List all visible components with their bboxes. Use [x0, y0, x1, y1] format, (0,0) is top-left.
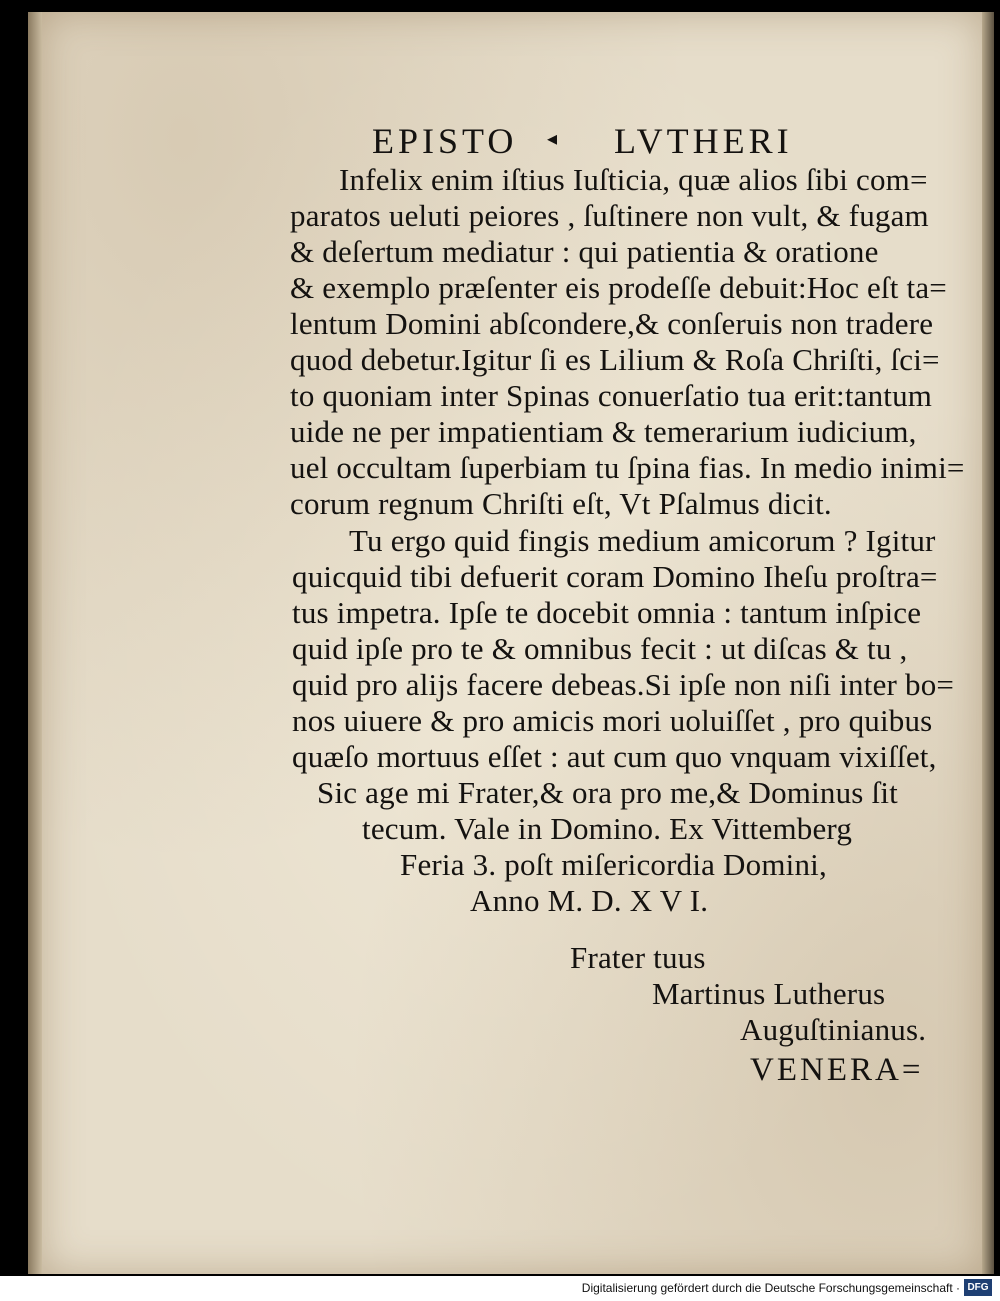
- text-line: Infelix enim iſtius Iuſticia, quæ alios ſibi com=: [339, 162, 928, 197]
- footer-bar: [0, 1276, 1000, 1301]
- signature-line: Martinus Lutherus: [652, 976, 886, 1011]
- text-line: paratos ueluti peiores , ſuſtinere non vult, & fugam: [290, 198, 929, 233]
- text-line: quæſo mortuus eſſet : aut cum quo vnquam vixiſſet,: [292, 739, 937, 774]
- text-line: corum regnum Chriſti eſt, Vt Pſalmus dicit.: [290, 486, 832, 521]
- running-head-right: LVTHERI: [614, 121, 793, 161]
- text-line: Feria 3. poſt miſericordia Domini,: [400, 847, 827, 882]
- text-line: tecum. Vale in Domino. Ex Vittemberg: [362, 811, 853, 846]
- text-line: Sic age mi Frater,& ora pro me,& Dominus ſit: [317, 775, 898, 810]
- text-line: uide ne per impatientiam & temerarium iudicium,: [290, 414, 917, 449]
- text-line: Tu ergo quid fingis medium amicorum ? Igitur: [349, 523, 936, 558]
- text-line: & exemplo præſenter eis prodeſſe debuit:Hoc eſt ta=: [290, 270, 947, 305]
- dfg-logo-icon: DFG: [964, 1279, 992, 1296]
- page-left-edge: [28, 12, 42, 1274]
- text-line: tus impetra. Ipſe te docebit omnia : tantum inſpice: [292, 595, 922, 630]
- text-line: to quoniam inter Spinas conuerſatio tua erit:tantum: [290, 378, 933, 413]
- running-head-left: EPISTO: [372, 121, 518, 161]
- text-line: lentum Domini abſcondere,& conſeruis non tradere: [290, 306, 934, 341]
- text-line: & deſertum mediatur : qui patientia & oratione: [290, 234, 879, 269]
- text-line: nos uiuere & pro amicis mori uoluiſſet , pro quibus: [292, 703, 933, 738]
- footer-credit: Digitalisierung gefördert durch die Deutsche Forschungsgemeinschaft ·: [581, 1281, 960, 1295]
- catchword: VENERA=: [750, 1052, 924, 1088]
- text-line: Anno M. D. X V I.: [470, 883, 709, 918]
- text-line: uel occultam ſuperbiam tu ſpina fias. In medio inimi=: [290, 450, 965, 485]
- signature-line: Frater tuus: [570, 940, 706, 975]
- text-line: quicquid tibi defuerit coram Domino Iheſu proſtra=: [292, 559, 938, 594]
- text-line: quod debetur.Igitur ſi es Lilium & Roſa Chriſti, ſci=: [290, 342, 940, 377]
- text-line: quid ipſe pro te & omnibus fecit : ut diſcas & tu ,: [292, 631, 908, 666]
- page-right-edge: [982, 12, 994, 1274]
- signature-line: Auguſtinianus.: [740, 1012, 927, 1047]
- book-page: [42, 12, 982, 1274]
- fleuron-icon: ◂: [547, 128, 562, 150]
- text-line: quid pro alijs facere debeas.Si ipſe non niſi inter bo=: [292, 667, 955, 702]
